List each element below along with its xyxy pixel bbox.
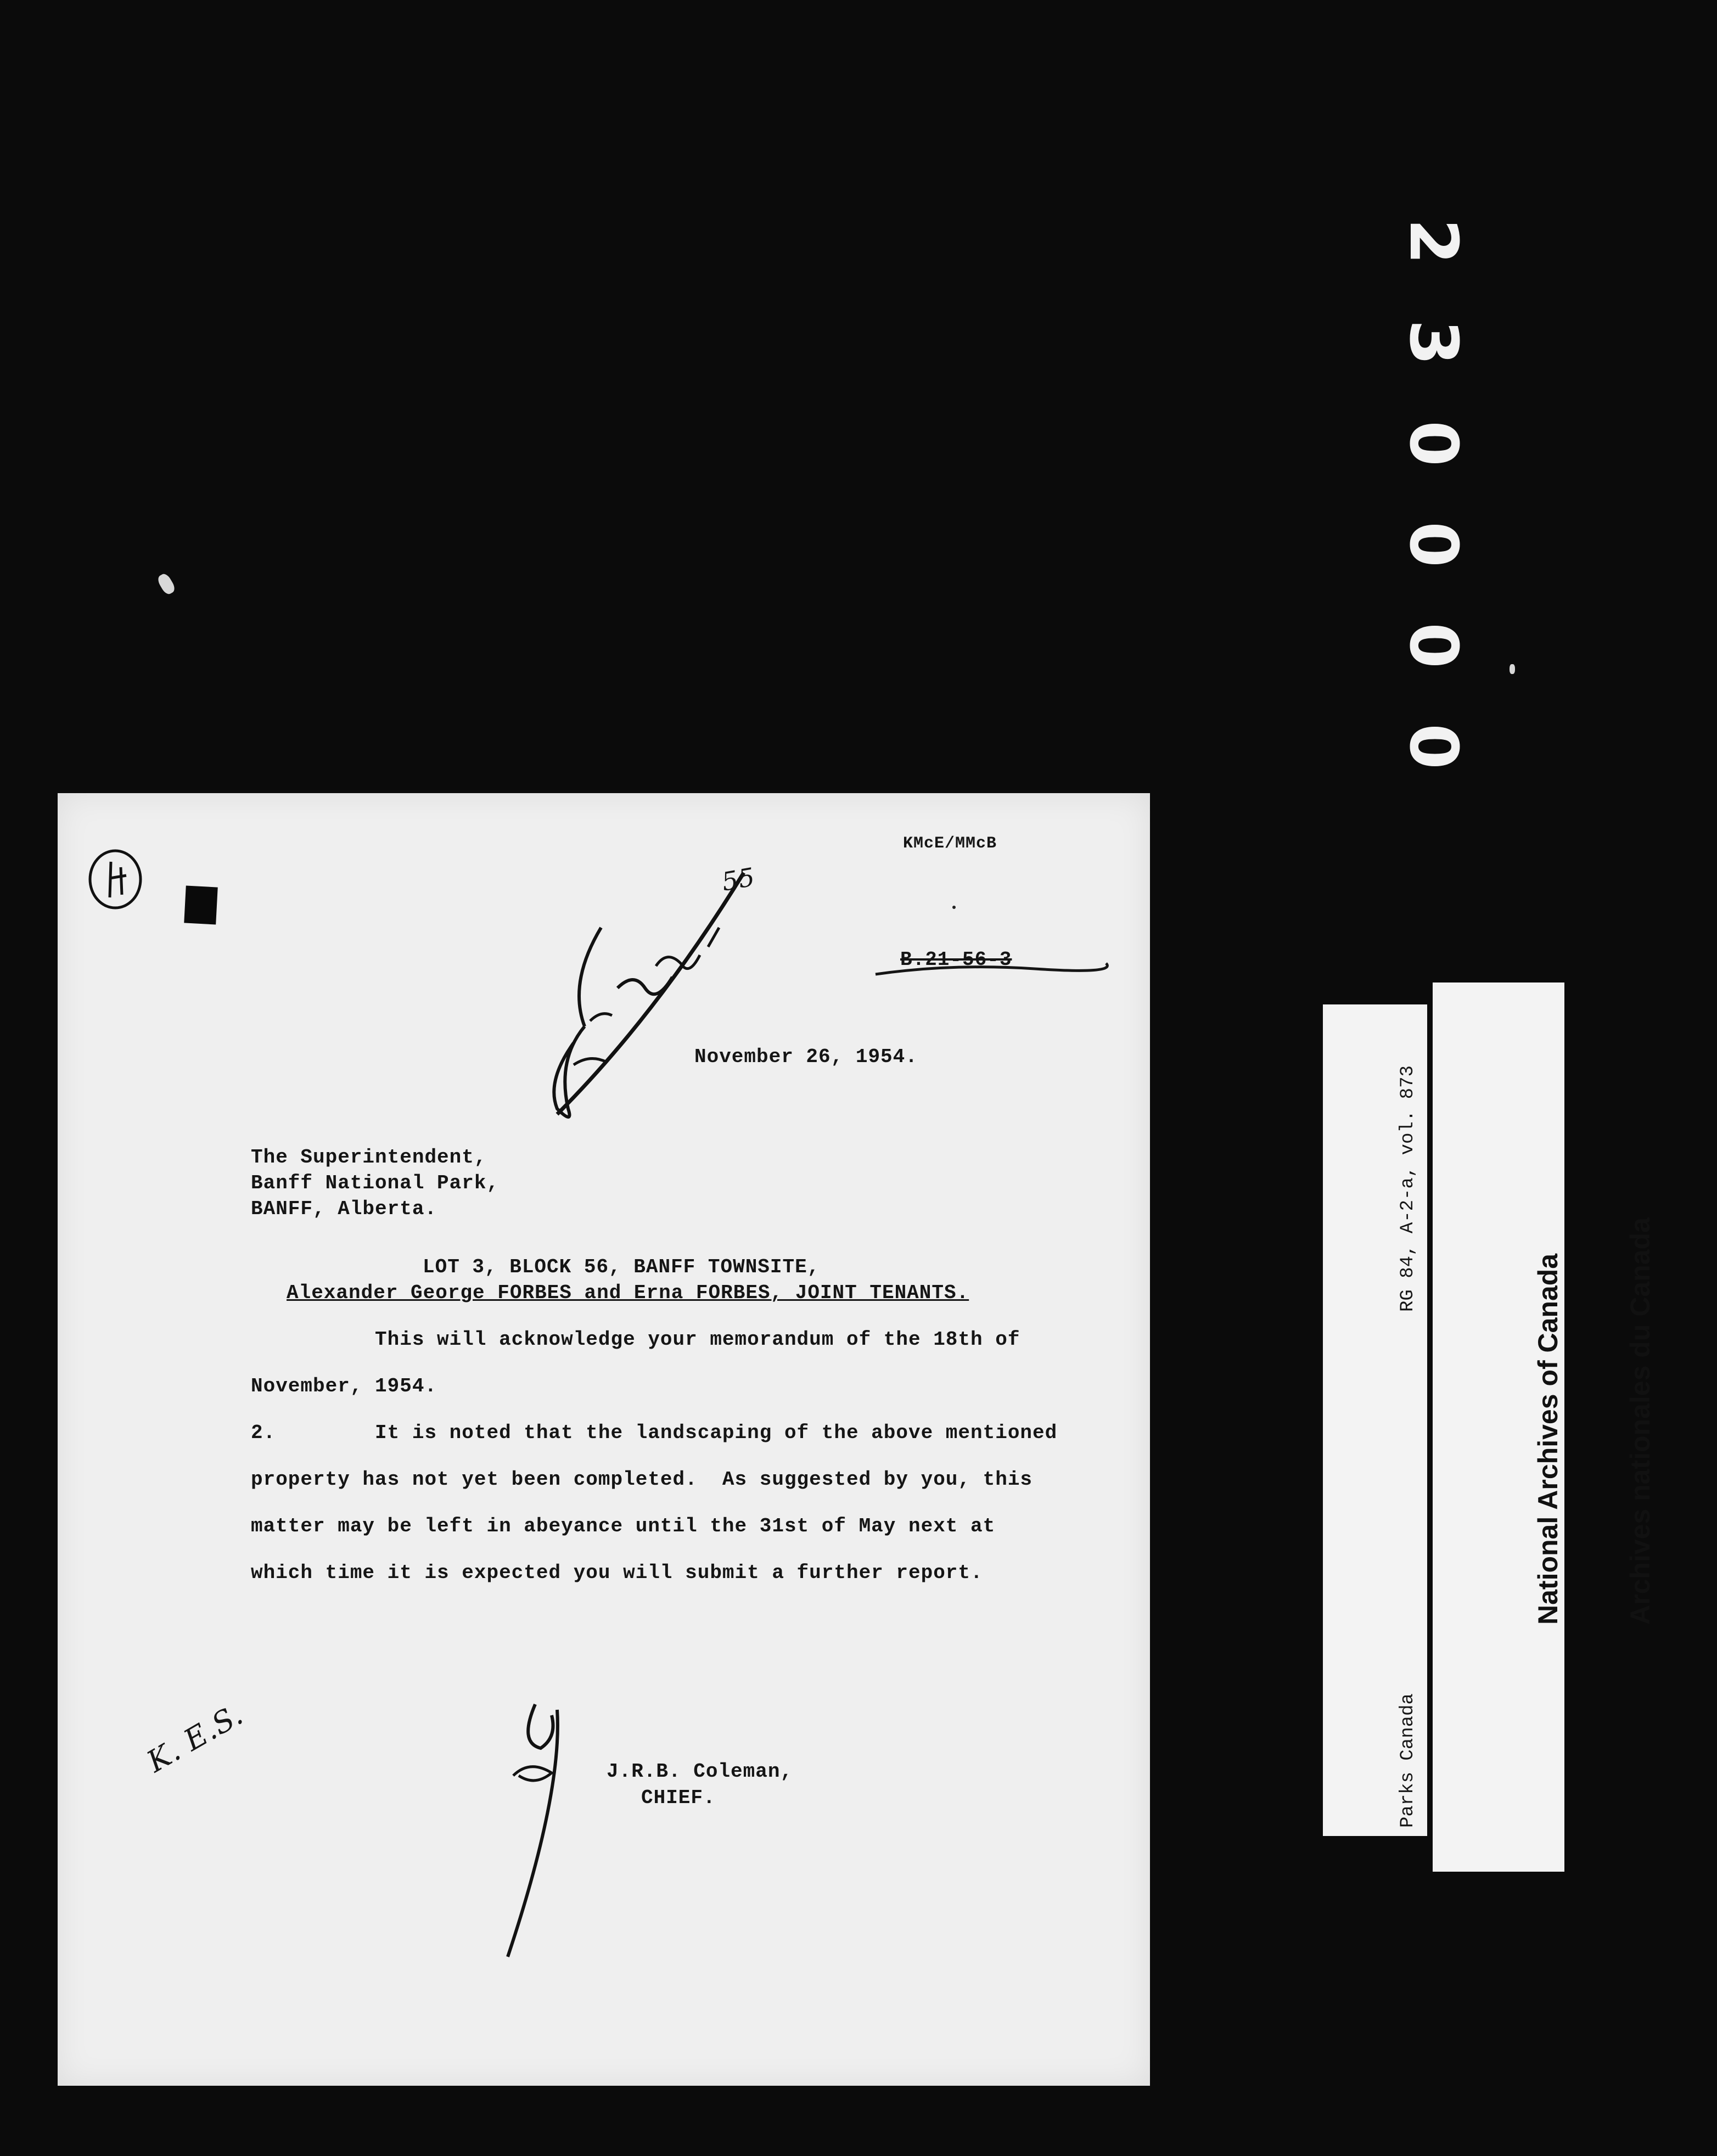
reference-initials: KMcE/MMcB	[903, 834, 997, 853]
frame-digit: 3	[1395, 319, 1471, 366]
archive-label-card	[1323, 1004, 1427, 1836]
body-line: matter may be left in abeyance until the 31st of May next at	[251, 1515, 996, 1537]
address-line: The Superintendent,	[251, 1146, 487, 1169]
handwritten-signature	[497, 1693, 607, 1979]
file-reference: B.21-56-3	[900, 948, 1012, 971]
letter-date: November 26, 1954.	[694, 1046, 918, 1068]
parks-canada-line: Parks Canada	[1398, 1693, 1418, 1828]
subject-line: Alexander George FORBES and Erna FORBES, JOINT TENANTS.	[287, 1282, 969, 1304]
film-speck	[1510, 664, 1515, 674]
handwritten-signature-top	[491, 851, 843, 1136]
body-line: November, 1954.	[251, 1375, 437, 1397]
frame-number	[1395, 209, 1471, 779]
body-line: which time it is expected you will submit a further report.	[251, 1562, 983, 1584]
address-line: BANFF, Alberta.	[251, 1198, 437, 1220]
handwritten-note-top: 55	[719, 862, 758, 897]
signature-name: J.R.B. Coleman,	[607, 1760, 793, 1783]
frame-digit: 2	[1395, 218, 1471, 265]
national-archives-card	[1433, 982, 1656, 1872]
document-page	[58, 793, 1150, 2086]
page-number-circle	[82, 845, 154, 917]
national-archives-line: National Archives of Canada	[1533, 1253, 1563, 1625]
frame-digit: 0	[1395, 420, 1471, 467]
body-line: property has not yet been completed. As suggested by you, this	[251, 1468, 1033, 1491]
archive-reference-line: RG 84, A-2-a, vol. 873	[1398, 1065, 1418, 1312]
subject-line: LOT 3, BLOCK 56, BANFF TOWNSITE,	[423, 1256, 820, 1278]
frame-digit: 0	[1395, 521, 1471, 568]
film-speck	[156, 572, 177, 596]
frame-digit: 0	[1395, 723, 1471, 770]
redaction-mark	[184, 886, 217, 925]
national-archives-line: Archives nationales du Canada	[1625, 1217, 1656, 1625]
file-ref-strike	[870, 947, 1112, 991]
frame-digit: 0	[1395, 622, 1471, 669]
dot-mark	[952, 906, 956, 909]
handwritten-note-side: K. E.S.	[141, 1697, 249, 1779]
body-line: 2. It is noted that the landscaping of the above mentioned	[251, 1422, 1058, 1444]
body-line: This will acknowledge your memorandum of the 18th of	[251, 1328, 1020, 1351]
signature-title: CHIEF.	[641, 1787, 716, 1809]
national-archives-label	[1471, 1217, 1717, 1625]
address-line: Banff National Park,	[251, 1172, 500, 1194]
